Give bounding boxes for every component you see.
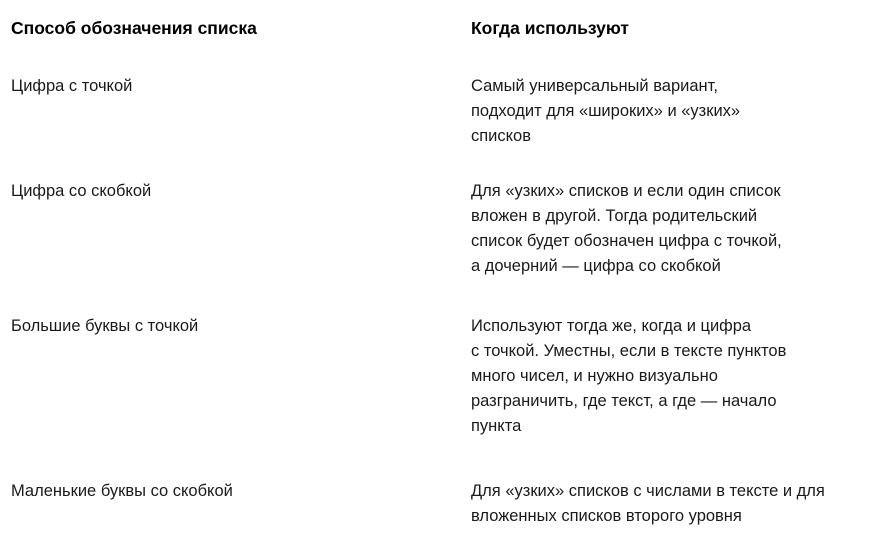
usage-cell: Для «узких» списков с числами в тексте и для вложенных списков второго уровня [471, 482, 825, 525]
method-cell: Цифра со скобкой [11, 182, 152, 200]
table-header [11, 17, 861, 39]
method-cell: Цифра с точкой [11, 77, 133, 95]
method-cell: Маленькие буквы со скобкой [11, 482, 233, 500]
usage-cell: Самый универсальный вариант, подходит для «широких» и «узких» списков [471, 77, 741, 145]
header-method: Способ обозначения списка [11, 18, 257, 38]
header-usage: Когда используют [471, 18, 629, 38]
usage-cell: Используют тогда же, когда и цифра с точкой. Уместны, если в тексте пунктов много чисел, и нужно визуально разграничить, где текст, а где — начало пункта [471, 317, 787, 435]
method-cell: Большие буквы с точкой [11, 317, 199, 335]
usage-cell: Для «узких» списков и если один список вложен в другой. Тогда родительский список будет обозначен цифра с точкой, а дочерний — цифра со скобкой [471, 182, 782, 275]
